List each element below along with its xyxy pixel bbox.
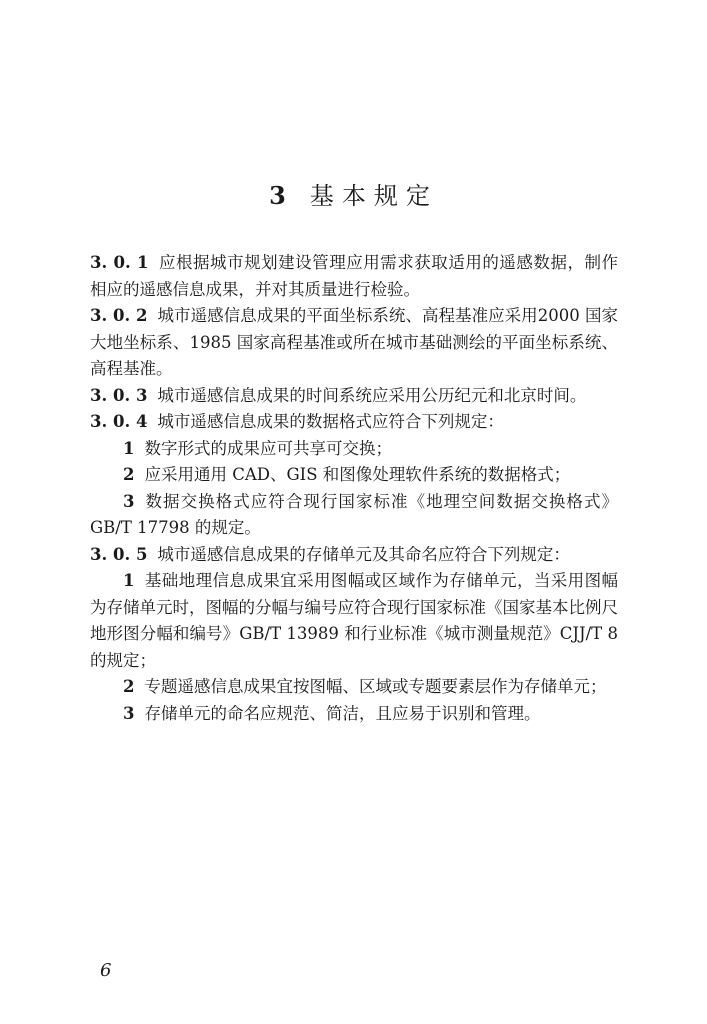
item-text: 数据交换格式应符合现行国家标准《地理空间数据交换格式》GB/T 17798 的规定。: [90, 491, 618, 537]
clause-3-0-5: [90, 542, 618, 569]
list-item: [90, 436, 618, 463]
item-text: 基础地理信息成果宜采用图幅或区域作为存储单元，当采用图幅为存储单元时，图幅的分幅与编号应符合现行国家标准《国家基本比例尺地形图分幅和编号》GB/T 13989 和行业标准《城市测量规范》CJJ/T 8 的规定；: [90, 571, 618, 670]
document-body: [90, 250, 618, 727]
item-number: 3: [123, 491, 135, 511]
list-item: [90, 701, 618, 728]
item-number: 2: [123, 677, 135, 696]
item-text: 数字形式的成果应可共享可交换；: [144, 438, 392, 458]
item-text: 应采用通用 CAD、GIS 和图像处理软件系统的数据格式；: [144, 465, 571, 484]
clause-number: 3. 0. 4: [90, 412, 148, 431]
clause-3-0-1: [90, 250, 618, 303]
clause-3-0-2: [90, 303, 618, 383]
clause-text: 城市遥感信息成果的时间系统应采用公历纪元和北京时间。: [157, 385, 587, 405]
clause-number: 3. 0. 2: [90, 306, 148, 325]
clause-number: 3. 0. 1: [90, 253, 149, 272]
list-item: [90, 462, 618, 489]
clause-number: 3. 0. 5: [90, 544, 148, 564]
item-text: 专题遥感信息成果宜按图幅、区域或专题要素层作为存储单元；: [144, 677, 607, 696]
item-number: 2: [123, 465, 135, 484]
chapter-number: 3: [269, 181, 294, 210]
page-number: 6: [100, 960, 112, 981]
clause-number: 3. 0. 3: [90, 385, 148, 405]
item-text: 存储单元的命名应规范、简洁，且应易于识别和管理。: [144, 703, 541, 723]
clause-3-0-3: [90, 383, 618, 410]
clause-text: 城市遥感信息成果的存储单元及其命名应符合下列规定：: [157, 544, 570, 564]
page-title: [0, 176, 707, 211]
list-item: [90, 489, 618, 542]
clause-3-0-4: [90, 409, 618, 436]
clause-text: 城市遥感信息成果的数据格式应符合下列规定：: [157, 412, 504, 431]
item-number: 1: [123, 438, 135, 458]
clause-text: 城市遥感信息成果的平面坐标系统、高程基准应采用2000 国家大地坐标系、1985 国家高程基准或所在城市基础测绘的平面坐标系统、高程基准。: [90, 306, 618, 378]
clause-text: 应根据城市规划建设管理应用需求获取适用的遥感数据，制作相应的遥感信息成果，并对其质量进行检验。: [90, 253, 619, 299]
list-item: [90, 568, 618, 674]
list-item: [90, 674, 618, 701]
item-number: 3: [123, 703, 135, 723]
chapter-title: 基本规定: [309, 182, 438, 210]
item-number: 1: [123, 571, 135, 590]
